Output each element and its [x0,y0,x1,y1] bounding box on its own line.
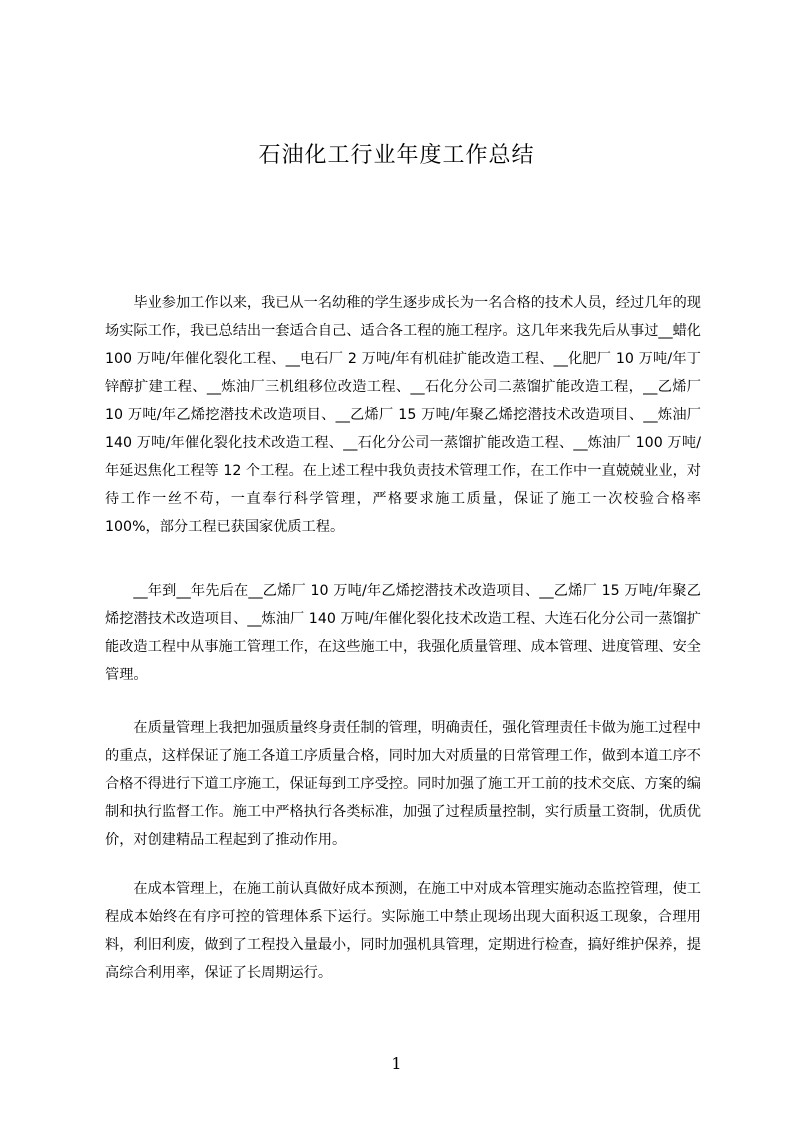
paragraph-cost-management: 在成本管理上，在施工前认真做好成本预测，在施工中对成本管理实施动态监控管理，使工程成本始终在有序可控的管理体系下运行。实际施工中禁止现场出现大面积返工现象，合理用料，利旧利废，做到了工程投入量最小，同时加强机具管理，定期进行检查，搞好维护保养，提高综合利用率，保证了长周期运行。 [105,881,701,981]
paragraph-overview: 毕业参加工作以来，我已从一名幼稚的学生逐步成长为一名合格的技术人员，经过几年的现场实际工作，我已总结出一套适合自己、适合各工程的施工程序。这几年来我先后从事过__蜡化 100 万吨/年催化裂化工程、__电石厂 2 万吨/年有机硅扩能改造工程、__化肥厂 10 万吨/年丁锌醇扩建工程、__炼油厂三机组移位改造工程、__石化分公司二蒸馏扩能改造工程，__乙烯厂 10 万吨/年乙烯挖潜技术改造项目、__乙烯厂 15 万吨/年聚乙烯挖潜技术改造项目、__炼油厂 140 万吨/年催化裂化技术改造工程、__石化分公司一蒸馏扩能改造工程、__炼油厂 100 万吨/年延迟焦化工程等 12 个工程。在上述工程中我负责技术管理工作，在工作中一直兢兢业业，对待工作一丝不苟，一直奉行科学管理，严格要求施工质量，保证了施工一次校验合格率 100%，部分工程已获国家优质工程。 [105,295,701,535]
document-title: 石油化工行业年度工作总结 [258,143,535,168]
paragraph-quality-management: 在质量管理上我把加强质量终身责任制的管理，明确责任，强化管理责任卡做为施工过程中的重点，这样保证了施工各道工序质量合格，同时加大对质量的日常管理工作，做到本道工序不合格不得进行下道工序施工，保证每到工序受控。同时加强了施工开工前的技术交底、方案的编制和执行监督工作。施工中严格执行各类标准，加强了过程质量控制，实行质量工资制，优质优价，对创建精品工程起到了推动作用。 [105,720,701,848]
page-number: 1 [391,1054,402,1073]
paragraph-construction-management: __年到__年先后在__乙烯厂 10 万吨/年乙烯挖潜技术改造项目、__乙烯厂 15 万吨/年聚乙烯挖潜技术改造项目、__炼油厂 140 万吨/年催化裂化技术改造工程、大连石化分公司一蒸馏扩能改造工程中从事施工管理工作，在这些施工中，我强化质量管理、成本管理、进度管理、安全管理。 [105,583,701,683]
